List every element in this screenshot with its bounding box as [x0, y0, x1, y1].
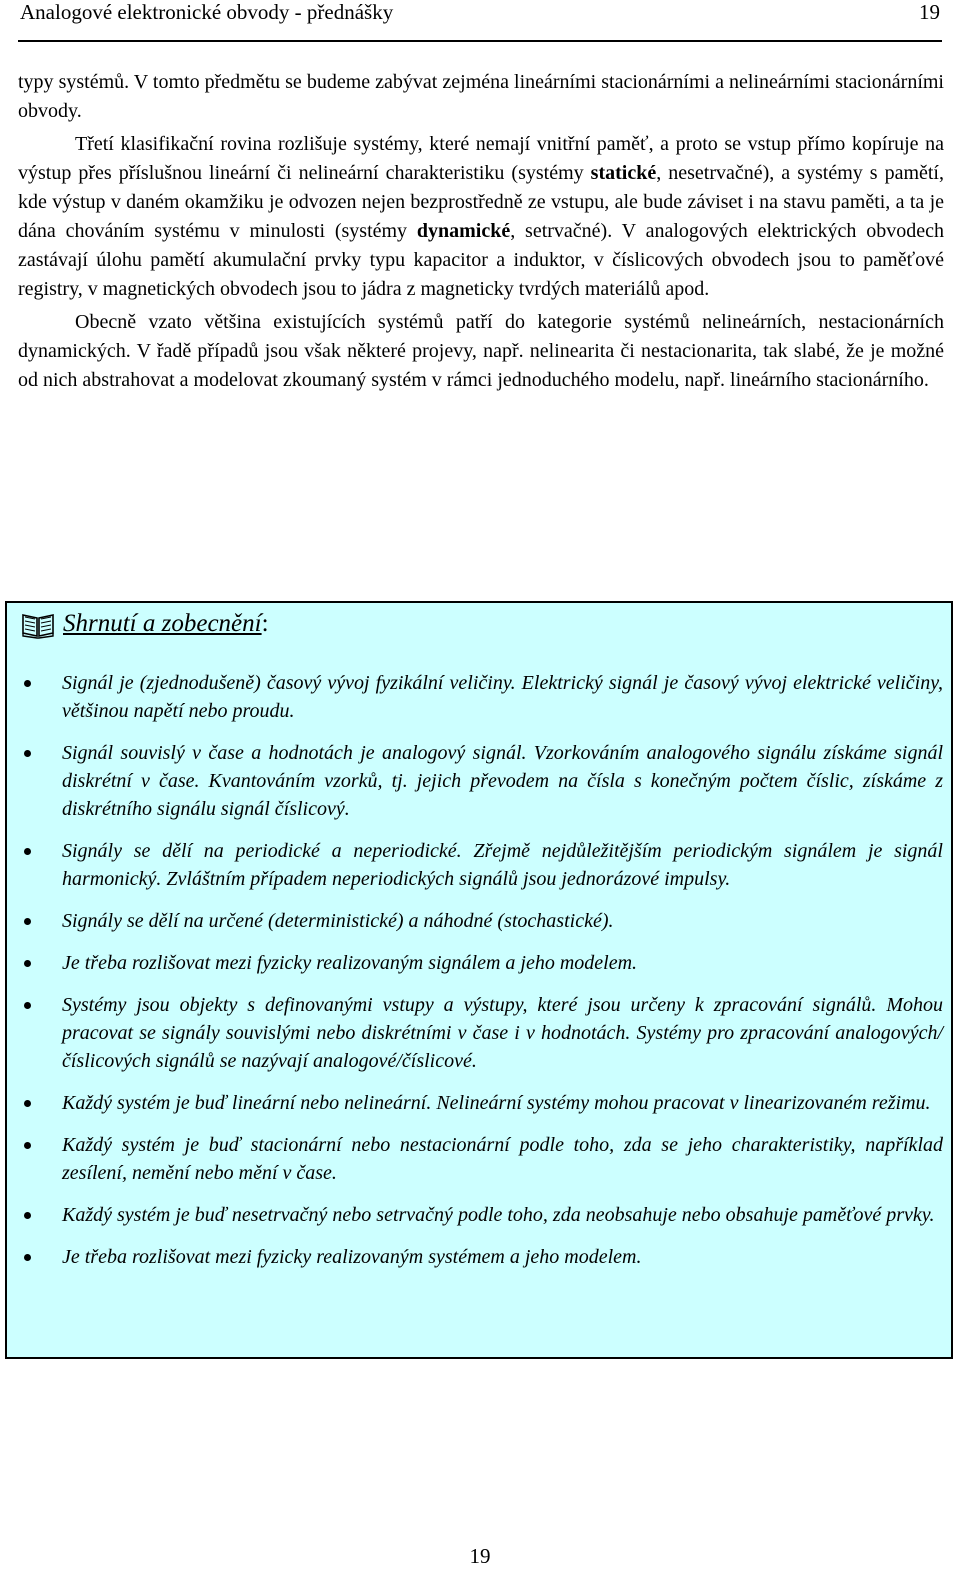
- bullet-icon: [24, 1100, 31, 1107]
- summary-item-text: Je třeba rozlišovat mezi fyzicky realizovaným signálem a jeho modelem.: [62, 952, 638, 974]
- paragraph-2: [18, 130, 944, 304]
- bullet-icon: [24, 848, 31, 855]
- summary-heading: [21, 606, 269, 642]
- body-text: [18, 68, 944, 395]
- book-icon: [21, 609, 55, 639]
- summary-list-item: [7, 1201, 951, 1229]
- summary-list-item: [7, 949, 951, 977]
- paragraph-2-part-a: Třetí klasifikační rovina rozlišuje systémy, které nemají vnitřní paměť, a proto se vstup přímo kopíruje na výstup přes příslušnou lineární či nelineární charakteristiku (systémy: [18, 133, 944, 184]
- bullet-icon: [24, 1142, 31, 1149]
- summary-list-item: [7, 991, 951, 1075]
- summary-item-text: Každý systém je buď lineární nebo nelineární. Nelineární systémy mohou pracovat v linearizovaném režimu.: [62, 1092, 931, 1114]
- summary-item-text: Signál je (zjednodušeně) časový vývoj fyzikální veličiny. Elektrický signál je časový vývoj elektrické veličiny, většinou napětí nebo proudu.: [62, 672, 943, 722]
- summary-list: [7, 669, 951, 1285]
- bullet-icon: [24, 1254, 31, 1261]
- paragraph-2-part-e: , setrvačné). V analogových elektrických obvodech zastávají úlohu pamětí akumulační prvky typu kapacitor a induktor, v číslicových obvodech jsou to paměťové registry, v magnetických obvodech jsou to jádra z magneticky tvrdých materiálů apod.: [18, 220, 945, 300]
- summary-list-item: [7, 837, 951, 893]
- paragraph-2-part-c: , nesetrvačné), a systémy s pamětí, kde výstup v daném okamžiku je odvozen nejen bezprostředně ze vstupu, ale bude záviset i na stavu paměti, a ta je dána chováním systému v minulosti (systémy: [18, 162, 944, 242]
- summary-item-text: Signál souvislý v čase a hodnotách je analogový signál. Vzorkováním analogového signálu získáme signál diskrétní v čase. Kvantováním vzorků, tj. jejich převodem na čísla s konečným počtem číslic, získáme z diskrétního signálu signál číslicový.: [62, 742, 943, 820]
- paragraph-3: Obecně vzato většina existujících systémů patří do kategorie systémů nelineárních, nestacionárních dynamických. V řadě případů jsou však některé projevy, např. nelinearita či nestacionarita, tak slabé, že je možné od nich abstrahovat a modelovat zkoumaný systém v rámci jednoduchého modelu, např. lineárního stacionárního.: [18, 311, 944, 391]
- summary-colon: :: [261, 610, 269, 637]
- bullet-icon: [24, 750, 31, 757]
- page-header: [18, 0, 942, 42]
- bullet-icon: [24, 918, 31, 925]
- bullet-icon: [24, 680, 31, 687]
- term-statick: statické: [590, 162, 657, 184]
- summary-list-item: [7, 907, 951, 935]
- summary-list-item: [7, 1089, 951, 1117]
- summary-item-text: Signály se dělí na periodické a neperiodické. Zřejmě nejdůležitějším periodickým signálem je signál harmonický. Zvláštním případem neperiodických signálů jsou jednorázové impulsy.: [62, 840, 943, 890]
- summary-list-item: [7, 1131, 951, 1187]
- summary-list-item: [7, 669, 951, 725]
- summary-list-item: [7, 739, 951, 823]
- summary-title: Shrnutí a zobecnění: [63, 610, 262, 637]
- summary-box: [5, 601, 953, 1359]
- term-dynamick: dynamické: [416, 220, 511, 242]
- summary-item-text: Signály se dělí na určené (deterministické) a náhodné (stochastické).: [62, 910, 614, 932]
- page-footer-number: 19: [469, 1544, 491, 1568]
- summary-list-item: [7, 1243, 951, 1271]
- summary-item-text: Je třeba rozlišovat mezi fyzicky realizovaným systémem a jeho modelem.: [62, 1246, 642, 1268]
- bullet-icon: [24, 1002, 31, 1009]
- header-title: Analogové elektronické obvody - přednášky: [20, 0, 394, 24]
- bullet-icon: [24, 960, 31, 967]
- summary-item-text: Každý systém je buď stacionární nebo nestacionární podle toho, zda se jeho charakteristiky, například zesílení, nemění nebo mění v čase.: [62, 1134, 943, 1184]
- summary-item-text: Každý systém je buď nesetrvačný nebo setrvačný podle toho, zda neobsahuje nebo obsahuje paměťové prvky.: [62, 1204, 935, 1226]
- header-page-number: 19: [919, 0, 940, 24]
- bullet-icon: [24, 1212, 31, 1219]
- summary-item-text: Systémy jsou objekty s definovanými vstupy a výstupy, které jsou určeny k zpracování signálů. Mohou pracovat se signály souvislými nebo diskrétními v čase i v hodnotách. Systémy pro zpracování analogových/číslicových signálů se nazývají analogové/číslicové.: [62, 994, 943, 1072]
- paragraph-1: typy systémů. V tomto předmětu se budeme zabývat zejména lineárními stacionárními a nelineárními stacionárními obvody.: [18, 71, 944, 122]
